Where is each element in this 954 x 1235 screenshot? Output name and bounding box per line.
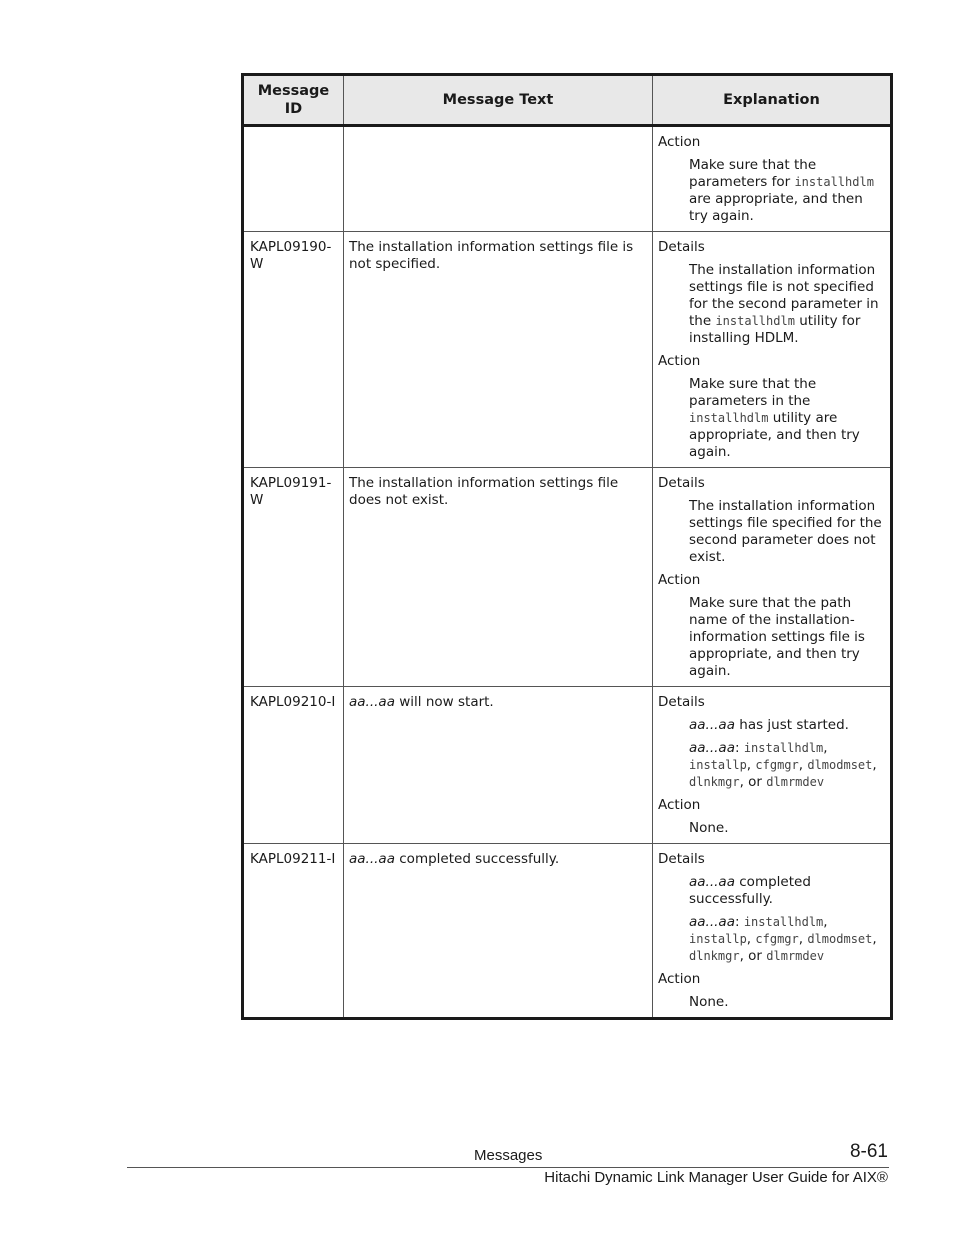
action-label: Action	[658, 797, 701, 813]
details-label: Details	[658, 851, 705, 867]
action-text: Make sure that the parameters for installhdlm are appropriate, and then try again.	[689, 157, 874, 224]
action-label: Action	[658, 971, 701, 987]
table-row	[243, 844, 892, 1019]
header-message-id: Message ID	[243, 75, 344, 126]
details-label: Details	[658, 239, 705, 255]
message-text-cell	[344, 126, 653, 232]
command-name: installhdlm	[715, 314, 795, 328]
message-table	[241, 73, 893, 1020]
action-label: Action	[658, 572, 701, 588]
table-row	[243, 687, 892, 844]
details-text: The installation information settings file specified for the second parameter does not exist.	[689, 498, 882, 565]
variable-placeholder: aa...aa	[349, 694, 395, 710]
message-id-cell: KAPL09211-I	[243, 844, 344, 1019]
table-row	[243, 232, 892, 468]
command-name: installhdlm	[794, 175, 874, 189]
footer-book-title: Hitachi Dynamic Link Manager User Guide for AIX®	[544, 1169, 888, 1186]
message-text-cell: The installation information settings file is not specified.	[344, 232, 653, 468]
message-id-cell	[243, 126, 344, 232]
action-label: Action	[658, 353, 701, 369]
message-id-cell: KAPL09191-W	[243, 468, 344, 687]
table-header-row	[243, 75, 892, 126]
table-row	[243, 126, 892, 232]
explanation-cell	[653, 126, 892, 232]
footer-section-name: Messages	[474, 1147, 543, 1164]
action-label: Action	[658, 134, 701, 150]
variable-values: aa...aa: installhdlm, installp, cfgmgr, dlmodmset, dlnkmgr, or dlmrmdev	[689, 914, 877, 964]
header-message-text: Message Text	[344, 75, 653, 126]
details-label: Details	[658, 694, 705, 710]
action-text: None.	[689, 820, 729, 836]
details-label: Details	[658, 475, 705, 491]
footer-divider	[127, 1167, 889, 1168]
message-text-cell: aa...aa will now start.	[344, 687, 653, 844]
action-text: Make sure that the path name of the installation-information settings file is appropriate, and then try again.	[689, 595, 865, 679]
explanation-cell	[653, 844, 892, 1019]
details-text: aa...aa completed successfully.	[689, 874, 811, 907]
details-text: aa...aa has just started.	[689, 717, 849, 733]
page-number: 8-61	[849, 1141, 888, 1162]
explanation-cell	[653, 468, 892, 687]
explanation-cell	[653, 687, 892, 844]
command-name: installhdlm	[689, 411, 769, 425]
details-text: The installation information settings file is not specified for the second parameter in the installhdlm utility for installing HDLM.	[689, 262, 879, 346]
message-id-cell: KAPL09190-W	[243, 232, 344, 468]
message-text-cell: The installation information settings file does not exist.	[344, 468, 653, 687]
variable-values: aa...aa: installhdlm, installp, cfgmgr, dlmodmset, dlnkmgr, or dlmrmdev	[689, 740, 877, 790]
action-text: Make sure that the parameters in the installhdlm utility are appropriate, and then try again.	[689, 376, 860, 460]
variable-placeholder: aa...aa	[349, 851, 395, 867]
action-text: None.	[689, 994, 729, 1010]
header-explanation: Explanation	[653, 75, 892, 126]
explanation-cell	[653, 232, 892, 468]
message-text-cell: aa...aa completed successfully.	[344, 844, 653, 1019]
message-id-cell: KAPL09210-I	[243, 687, 344, 844]
table-row	[243, 468, 892, 687]
